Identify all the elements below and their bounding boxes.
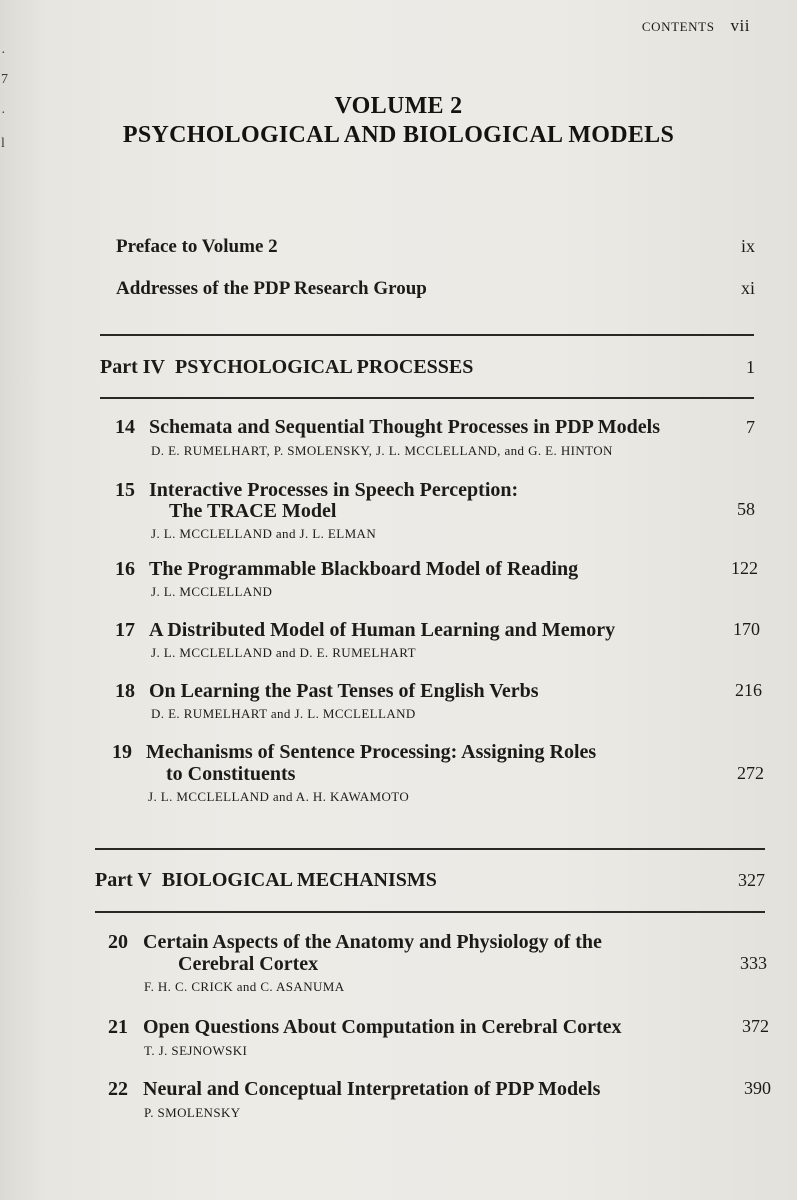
chapter-entry	[115, 680, 762, 730]
chapter-authors: J. L. MCCLELLAND	[151, 584, 273, 599]
volume-title: PSYCHOLOGICAL AND BIOLOGICAL MODELS	[122, 122, 675, 148]
chapter-page: 390	[744, 1078, 771, 1098]
chapter-page: 272	[737, 763, 764, 783]
divider-rule	[100, 397, 754, 399]
part-label: Part IV	[100, 356, 165, 378]
chapter-page: 122	[731, 558, 758, 578]
chapter-page: 372	[742, 1016, 769, 1036]
running-head	[642, 16, 750, 36]
part-page: 327	[738, 870, 765, 890]
chapter-title: Interactive Processes in Speech Perception:	[149, 479, 519, 501]
volume-number: VOLUME 2	[334, 93, 463, 119]
chapter-authors: J. L. MCCLELLAND and A. H. KAWAMOTO	[148, 789, 410, 804]
running-head-title: CONTENTS	[641, 19, 715, 34]
chapter-title: On Learning the Past Tenses of English Verbs	[149, 680, 539, 702]
chapter-entry	[108, 1078, 771, 1128]
chapter-number: 17	[115, 619, 135, 641]
chapter-number: 21	[108, 1016, 128, 1038]
divider-rule	[95, 911, 765, 913]
divider-rule	[100, 334, 754, 336]
chapter-number: 20	[108, 931, 128, 953]
part-heading	[95, 869, 765, 892]
facing-page-edge: · 7 · l	[1, 46, 8, 151]
chapter-number: 22	[108, 1078, 128, 1100]
chapter-number: 16	[115, 558, 135, 580]
chapter-title: A Distributed Model of Human Learning and Memory	[149, 619, 616, 641]
chapter-entry	[115, 558, 758, 608]
chapter-page: 58	[737, 499, 755, 519]
chapter-title: The Programmable Blackboard Model of Reading	[149, 558, 579, 580]
chapter-page: 333	[740, 953, 767, 973]
chapter-number: 19	[112, 741, 132, 763]
chapter-page: 216	[735, 680, 762, 700]
chapter-entry	[115, 479, 755, 554]
chapter-title-continued: The TRACE Model	[169, 500, 337, 522]
chapter-title: Open Questions About Computation in Cerebral Cortex	[143, 1016, 622, 1038]
front-matter-title: Preface to Volume 2	[116, 236, 278, 257]
chapter-page: 7	[746, 417, 755, 437]
chapter-title-continued: to Constituents	[166, 763, 296, 785]
chapter-entry	[112, 741, 764, 811]
chapter-authors: T. J. SEJNOWSKI	[144, 1043, 248, 1058]
part-label: Part V	[95, 869, 152, 891]
front-matter-title: Addresses of the PDP Research Group	[116, 278, 427, 299]
part-page: 1	[746, 357, 755, 377]
chapter-title: Mechanisms of Sentence Processing: Assigning Roles	[146, 741, 597, 763]
chapter-entry	[108, 931, 767, 1001]
front-matter-page: ix	[740, 236, 755, 256]
chapter-authors: D. E. RUMELHART, P. SMOLENSKY, J. L. MCCLELLAND, and G. E. HINTON	[151, 443, 613, 458]
chapter-number: 15	[115, 479, 135, 501]
part-title: BIOLOGICAL MECHANISMS	[161, 869, 437, 891]
chapter-authors: P. SMOLENSKY	[144, 1105, 241, 1120]
front-matter-preface	[116, 236, 755, 258]
chapter-entry	[108, 1016, 769, 1066]
chapter-entry	[115, 416, 755, 466]
chapter-entry	[115, 619, 760, 669]
divider-rule	[95, 848, 765, 850]
front-matter-addresses	[116, 278, 755, 300]
chapter-page: 170	[733, 619, 760, 639]
page-number: vii	[730, 16, 750, 35]
chapter-title: Certain Aspects of the Anatomy and Physiology of the	[143, 931, 602, 953]
chapter-title: Schemata and Sequential Thought Processes in PDP Models	[149, 416, 660, 438]
part-title: PSYCHOLOGICAL PROCESSES	[174, 356, 474, 378]
front-matter-page: xi	[740, 278, 755, 298]
chapter-authors: J. L. MCCLELLAND and D. E. RUMELHART	[151, 645, 416, 660]
chapter-title: Neural and Conceptual Interpretation of PDP Models	[143, 1078, 601, 1100]
chapter-number: 14	[115, 416, 135, 438]
chapter-authors: D. E. RUMELHART and J. L. MCCLELLAND	[151, 706, 416, 721]
chapter-number: 18	[115, 680, 135, 702]
chapter-authors: F. H. C. CRICK and C. ASANUMA	[144, 979, 345, 994]
chapter-title-continued: Cerebral Cortex	[178, 953, 319, 975]
part-heading	[100, 356, 755, 379]
chapter-authors: J. L. MCCLELLAND and J. L. ELMAN	[151, 526, 377, 541]
